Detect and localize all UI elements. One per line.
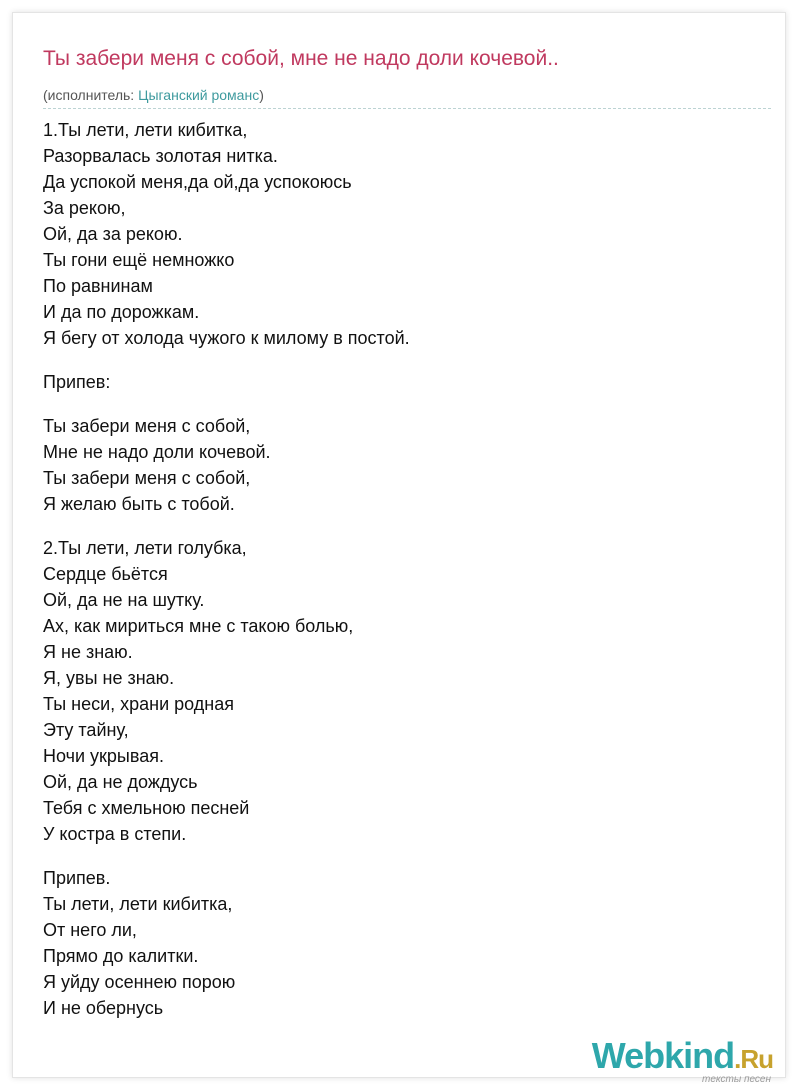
artist-line — [43, 87, 264, 103]
lyric-line: Ты лети, лети кибитка, — [43, 894, 233, 914]
lyric-line: 2.Ты лети, лети голубка, — [43, 538, 247, 558]
lyric-line: Сердце бьётся — [43, 564, 168, 584]
lyric-line: Я бегу от холода чужого к милому в постой. — [43, 328, 410, 348]
artist-link[interactable]: Цыганский романс — [138, 87, 260, 103]
song-title: Ты забери меня с собой, мне не надо доли кочевой.. — [43, 47, 559, 70]
lyric-line: Да успокой меня,да ой,да успокоюсь — [43, 172, 352, 192]
logo-name: Webkind — [591, 1035, 735, 1076]
lyrics-body — [43, 117, 410, 1021]
lyric-line: 1.Ты лети, лети кибитка, — [43, 120, 248, 140]
lyric-line: Ой, да за рекою. — [43, 224, 183, 244]
lyric-line — [43, 847, 410, 865]
lyric-line: И не обернусь — [43, 998, 164, 1018]
logo-tagline: тексты песен — [702, 1074, 771, 1085]
lyric-line: Я не знаю. — [43, 642, 133, 662]
lyrics-card — [12, 12, 786, 1085]
lyric-line: Ты неси, храни родная — [43, 694, 234, 714]
lyric-line: Я уйду осеннею порою — [43, 972, 236, 992]
lyric-line: Ночи укрывая. — [43, 746, 164, 766]
lyric-line: Ты забери меня с собой, — [43, 468, 251, 488]
lyric-line: У костра в степи. — [43, 824, 187, 844]
lyric-line: По равнинам — [43, 276, 153, 296]
lyric-line: Разорвалась золотая нитка. — [43, 146, 278, 166]
lyric-line: Припев: — [43, 372, 111, 392]
lyric-line: Ты забери меня с собой, — [43, 416, 251, 436]
logo-wordmark — [592, 1035, 773, 1077]
artist-prefix: (исполнитель: — [43, 87, 139, 103]
lyric-line: Припев. — [43, 868, 111, 888]
lyric-line: Ты гони ещё немножко — [43, 250, 235, 270]
lyric-line: Тебя с хмельною песней — [43, 798, 250, 818]
artist-suffix: ) — [259, 87, 264, 103]
lyric-line: Прямо до калитки. — [43, 946, 199, 966]
lyric-line: Я желаю быть с тобой. — [43, 494, 235, 514]
lyric-line: И да по дорожкам. — [43, 302, 200, 322]
lyric-line: Я, увы не знаю. — [43, 668, 175, 688]
lyric-line — [43, 351, 410, 369]
lyric-line: Мне не надо доли кочевой. — [43, 442, 271, 462]
lyric-line — [43, 395, 410, 413]
lyric-line: От него ли, — [43, 920, 137, 940]
title-divider — [43, 108, 771, 109]
lyric-line: Эту тайну, — [43, 720, 129, 740]
lyric-line: Ах, как мириться мне с такою болью, — [43, 616, 354, 636]
lyric-line — [43, 517, 410, 535]
lyric-line: Ой, да не дождусь — [43, 772, 198, 792]
lyric-line: За рекою, — [43, 198, 126, 218]
lyric-line: Ой, да не на шутку. — [43, 590, 205, 610]
site-logo[interactable] — [583, 1035, 783, 1085]
logo-tld: .Ru — [734, 1044, 773, 1074]
